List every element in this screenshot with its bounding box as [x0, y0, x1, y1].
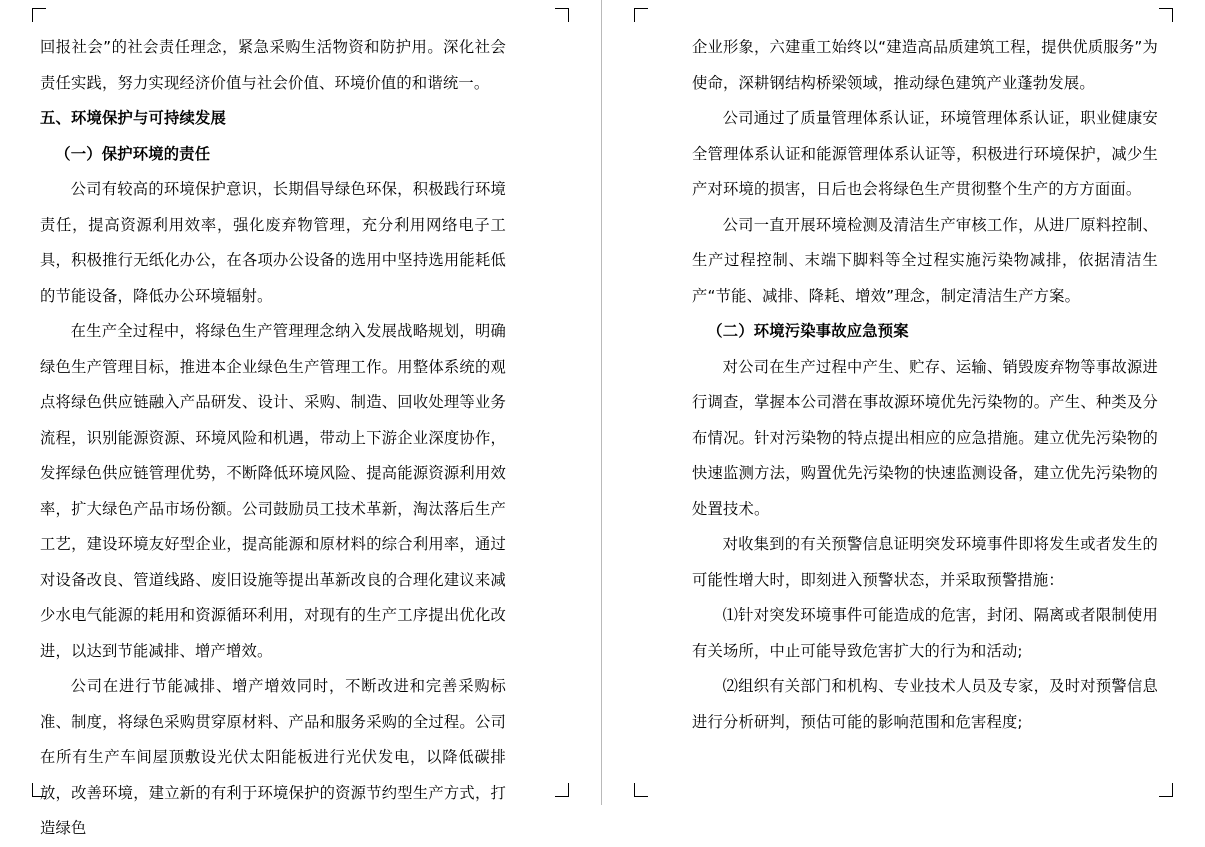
paragraph-green-procurement: 公司在进行节能减排、增产增效同时，不断改进和完善采购标准、制度，将绿色采购贯穿原材料、产品和服务采购的全过程。公司在所有生产车间屋顶敷设光伏太阳能板进行光伏发电，以降低碳排放，改善环境，建立新的有利于环境保护的资源节约型生产方式，打造绿色 [40, 677, 506, 837]
crop-mark-bottom-right-icon [555, 783, 569, 797]
paragraph-pollution-survey: 对公司在生产过程中产生、贮存、运输、销毁废弃物等事故源进行调查，掌握本公司潜在事故源环境优先污染物的。产生、种类及分布情况。针对污染物的特点提出相应的应急措施。建立优先污染物的快速监测方法，购置优先污染物的快速监测设备，建立优先污染物的处置技术。 [692, 357, 1158, 518]
crop-mark-top-left-icon [634, 8, 648, 22]
paragraph-continuation: 企业形象，六建重工始终以“建造高品质建筑工程，提供优质服务”为使命，深耕钢结构桥梁领域，推动绿色建筑产业蓬勃发展。 [692, 38, 1158, 92]
document-page-left [0, 0, 602, 837]
paragraph-certifications: 公司通过了质量管理体系认证，环境管理体系认证，职业健康安全管理体系认证和能源管理体系认证等，积极进行环境保护，减少生产对环境的损害，日后也会将绿色生产贯彻整个生产的方方面面。 [692, 109, 1158, 198]
paragraph-green-production: 在生产全过程中，将绿色生产管理理念纳入发展战略规划，明确绿色生产管理目标，推进本企业绿色生产管理工作。用整体系统的观点将绿色供应链融入产品研发、设计、采购、制造、回收处理等业务流程，识别能源资源、环境风险和机遇，带动上下游企业深度协作，发挥绿色供应链管理优势，不断降低环境风险、提高能源资源利用效率，扩大绿色产品市场份额。公司鼓励员工技术革新，淘汰落后生产工艺，建设环境友好型企业，提高能源和原材料的综合利用率，通过对设备改良、管道线路、废旧设施等提出革新改良的合理化建议来减少水电气能源的耗用和资源循环利用，对现有的生产工序提出优化改进，以达到节能减排、增产增效。 [40, 322, 506, 660]
paragraph-continuation: 回报社会”的社会责任理念，紧急采购生活物资和防护用。深化社会责任实践，努力实现经济价值与社会价值、环境价值的和谐统一。 [40, 38, 506, 92]
crop-mark-bottom-left-icon [634, 783, 648, 797]
crop-mark-top-right-icon [555, 8, 569, 22]
paragraph-clean-production: 公司一直开展环境检测及清洁生产审核工作，从进厂原料控制、生产过程控制、末端下脚料等全过程实施污染物减排，依据清洁生产“节能、减排、降耗、增效”理念，制定清洁生产方案。 [692, 215, 1158, 305]
paragraph-env-awareness: 公司有较高的环境保护意识，长期倡导绿色环保，积极践行环境责任，提高资源利用效率，强化废弃物管理，充分利用网络电子工具，积极推行无纸化办公，在各项办公设备的选用中坚持选用能耗低的节能设备，降低办公环境辐射。 [40, 180, 506, 305]
crop-mark-top-right-icon [1159, 8, 1173, 22]
subsection-heading-one: （一）保护环境的责任 [55, 144, 211, 163]
paragraph-measure-two: ⑵组织有关部门和机构、专业技术人员及专家，及时对预警信息进行分析研判，预估可能的影响范围和危害程度; [692, 677, 1158, 731]
page-right-content [692, 0, 1158, 740]
paragraph-measure-one: ⑴针对突发环境事件可能造成的危害，封闭、隔离或者限制使用有关场所，中止可能导致危害扩大的行为和活动; [692, 606, 1158, 660]
crop-mark-bottom-right-icon [1159, 783, 1173, 797]
page-left-content [40, 0, 506, 847]
paragraph-early-warning: 对收集到的有关预警信息证明突发环境事件即将发生或者发生的可能性增大时，即刻进入预警状态，并采取预警措施： [692, 535, 1158, 589]
document-page-right [602, 0, 1205, 805]
subsection-heading-two: （二）环境污染事故应急预案 [707, 322, 909, 340]
section-heading-five: 五、环境保护与可持续发展 [40, 109, 226, 127]
